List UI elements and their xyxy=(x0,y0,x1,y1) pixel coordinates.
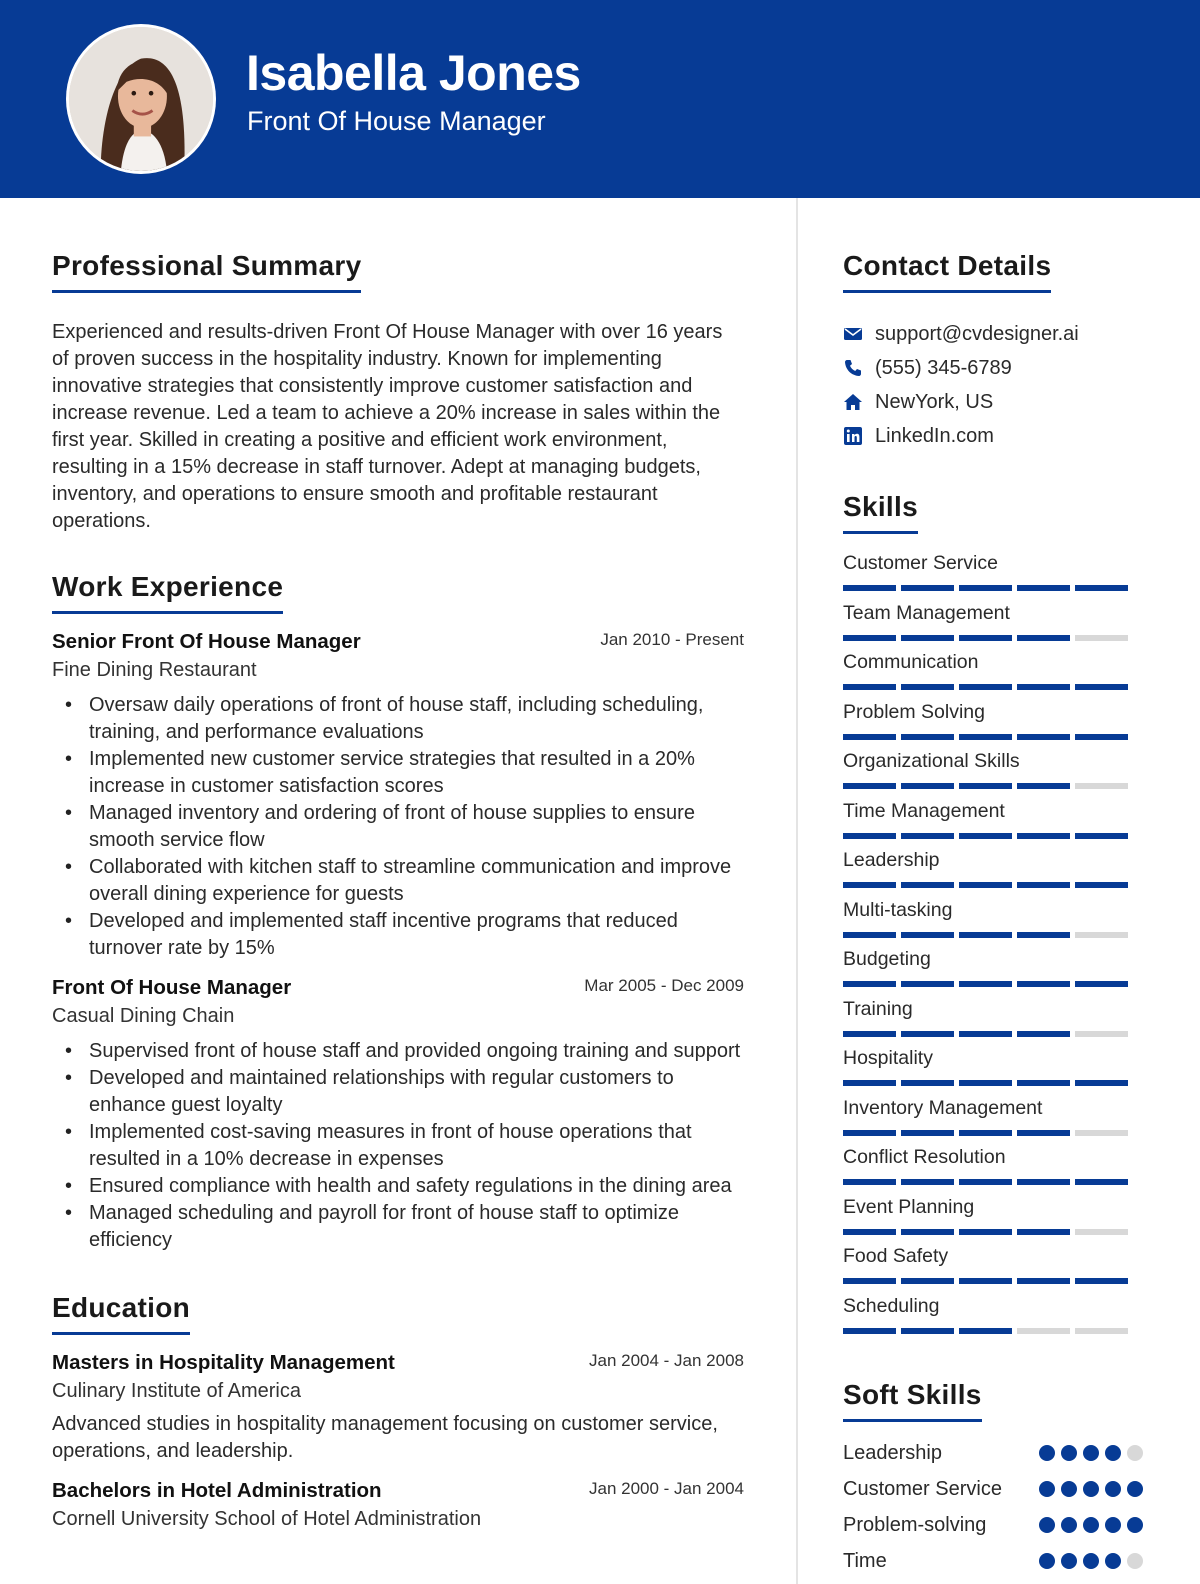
experience-heading: Work Experience xyxy=(52,571,283,614)
rating-segment-filled xyxy=(1017,684,1070,690)
job-title: Front Of House Manager xyxy=(52,976,292,999)
skill-item xyxy=(843,1146,1143,1196)
rating-segment-filled xyxy=(901,635,954,641)
rating-segment-filled xyxy=(843,1278,896,1284)
skill-name: Training xyxy=(843,997,913,1020)
contact-item xyxy=(843,385,1143,419)
skill-item xyxy=(843,602,1143,652)
rating-dot-filled xyxy=(1083,1445,1099,1461)
phone-icon xyxy=(843,358,875,378)
skill-name: Team Management xyxy=(843,601,1010,624)
resume-header xyxy=(0,0,1200,198)
rating-segment-filled xyxy=(1017,1130,1070,1136)
summary-heading: Professional Summary xyxy=(52,250,361,293)
soft-skills-heading: Soft Skills xyxy=(843,1379,982,1422)
job-bullet: • Managed inventory and ordering of front of house supplies to ensure smooth service flow xyxy=(52,800,744,854)
rating-segment-filled xyxy=(901,932,954,938)
skill-rating-bar xyxy=(843,882,1143,888)
job-bullet: • Implemented cost-saving measures in front of house operations that resulted in a 10% decrease in expenses xyxy=(52,1119,744,1173)
rating-segment-filled xyxy=(843,932,896,938)
rating-dot-filled xyxy=(1039,1445,1055,1461)
soft-skills-list xyxy=(843,1440,1143,1575)
skill-rating-bar xyxy=(843,1080,1143,1086)
job-company: Casual Dining Chain xyxy=(52,1005,235,1027)
job-header xyxy=(52,630,744,656)
profile-photo xyxy=(69,27,213,171)
skill-item xyxy=(843,1196,1143,1246)
rating-dot-filled xyxy=(1083,1553,1099,1569)
rating-dot-filled xyxy=(1061,1553,1077,1569)
skill-name: Customer Service xyxy=(843,552,998,574)
skill-item xyxy=(843,701,1143,751)
rating-segment-filled xyxy=(959,1130,1012,1136)
rating-segment-filled xyxy=(1017,1031,1070,1037)
degree-title: Bachelors in Hotel Administration xyxy=(52,1479,382,1502)
rating-dot-filled xyxy=(1039,1553,1055,1569)
rating-segment-filled xyxy=(901,1080,954,1086)
rating-segment-filled xyxy=(959,684,1012,690)
rating-segment-filled xyxy=(843,585,896,591)
rating-segment-filled xyxy=(1075,833,1128,839)
contact-text: NewYork, US xyxy=(875,390,994,413)
rating-segment-filled xyxy=(959,1179,1012,1185)
rating-dot-empty xyxy=(1127,1553,1143,1569)
skill-rating-bar xyxy=(843,981,1143,987)
avatar xyxy=(66,24,216,174)
job-bullet: • Managed scheduling and payroll for front of house staff to optimize efficiency xyxy=(52,1200,744,1254)
rating-segment-filled xyxy=(843,1031,896,1037)
job-bullets xyxy=(52,692,744,962)
rating-segment-filled xyxy=(1017,1229,1070,1235)
rating-segment-filled xyxy=(1017,932,1070,938)
candidate-name: Isabella Jones xyxy=(246,45,581,101)
rating-dot-filled xyxy=(1061,1445,1077,1461)
rating-dot-filled xyxy=(1039,1517,1055,1533)
rating-segment-filled xyxy=(959,1328,1012,1334)
rating-segment-filled xyxy=(843,1179,896,1185)
rating-segment-filled xyxy=(1017,882,1070,888)
rating-segment-filled xyxy=(1075,981,1128,987)
rating-dot-filled xyxy=(1039,1481,1055,1497)
education-dates: Jan 2004 - Jan 2008 xyxy=(588,1351,744,1370)
soft-skill-item xyxy=(843,1476,1143,1503)
job-bullet: • Ensured compliance with health and safety regulations in the dining area xyxy=(52,1173,744,1200)
rating-segment-filled xyxy=(1017,585,1070,591)
skills-list xyxy=(843,552,1143,1344)
rating-segment-filled xyxy=(1017,1278,1070,1284)
skill-name: Inventory Management xyxy=(843,1096,1043,1119)
skill-name: Multi-tasking xyxy=(843,898,953,921)
envelope-icon xyxy=(843,324,875,344)
rating-segment-empty xyxy=(1075,783,1128,789)
contact-list xyxy=(843,317,1143,453)
rating-segment-filled xyxy=(959,981,1012,987)
soft-skill-name: Problem-solving xyxy=(843,1514,987,1536)
rating-segment-filled xyxy=(843,734,896,740)
rating-dot-filled xyxy=(1083,1517,1099,1533)
skills-heading: Skills xyxy=(843,491,918,534)
job-header xyxy=(52,976,744,1002)
rating-segment-filled xyxy=(959,1229,1012,1235)
skill-rating-bar xyxy=(843,734,1143,740)
job-bullet: • Oversaw daily operations of front of house staff, including scheduling, training, and performance evaluations xyxy=(52,692,744,746)
rating-segment-empty xyxy=(1075,1031,1128,1037)
job-company: Fine Dining Restaurant xyxy=(52,659,257,681)
job-dates: Mar 2005 - Dec 2009 xyxy=(584,976,744,995)
contact-text: support@cvdesigner.ai xyxy=(875,322,1079,345)
rating-segment-empty xyxy=(1075,1328,1128,1334)
rating-segment-filled xyxy=(1017,833,1070,839)
rating-dot-filled xyxy=(1105,1445,1121,1461)
skill-name: Organizational Skills xyxy=(843,750,1020,772)
rating-segment-empty xyxy=(1017,1328,1070,1334)
skill-rating-bar xyxy=(843,932,1143,938)
rating-segment-filled xyxy=(843,1229,896,1235)
rating-segment-empty xyxy=(1075,1130,1128,1136)
rating-dot-filled xyxy=(1105,1553,1121,1569)
rating-segment-filled xyxy=(959,734,1012,740)
skill-rating-bar xyxy=(843,1229,1143,1235)
skill-name: Food Safety xyxy=(843,1245,949,1267)
job-title: Senior Front Of House Manager xyxy=(52,630,361,653)
rating-segment-filled xyxy=(843,635,896,641)
education-entry xyxy=(52,1351,744,1465)
rating-segment-filled xyxy=(959,1031,1012,1037)
soft-skill-item xyxy=(843,1512,1143,1539)
rating-segment-filled xyxy=(901,734,954,740)
skill-item xyxy=(843,899,1143,949)
contact-item xyxy=(843,317,1143,351)
rating-segment-empty xyxy=(1075,635,1128,641)
contact-heading: Contact Details xyxy=(843,250,1051,293)
rating-segment-empty xyxy=(1075,932,1128,938)
skill-rating-bar xyxy=(843,1130,1143,1136)
education-header xyxy=(52,1351,744,1377)
skill-rating-bar xyxy=(843,684,1143,690)
skill-name: Problem Solving xyxy=(843,700,985,723)
rating-segment-filled xyxy=(959,635,1012,641)
job-bullets xyxy=(52,1038,744,1254)
skill-item xyxy=(843,1047,1143,1097)
rating-dot-filled xyxy=(1061,1517,1077,1533)
skill-rating-bar xyxy=(843,585,1143,591)
rating-segment-filled xyxy=(843,1328,896,1334)
skill-item xyxy=(843,948,1143,998)
rating-segment-filled xyxy=(1017,1080,1070,1086)
rating-segment-filled xyxy=(843,783,896,789)
rating-segment-filled xyxy=(959,783,1012,789)
contact-item xyxy=(843,419,1143,453)
contact-item xyxy=(843,351,1143,385)
rating-segment-filled xyxy=(959,1278,1012,1284)
rating-segment-filled xyxy=(1017,783,1070,789)
rating-segment-filled xyxy=(1017,635,1070,641)
soft-skill-rating xyxy=(1039,1481,1143,1503)
job-dates: Jan 2010 - Present xyxy=(600,630,744,649)
skill-item xyxy=(843,1295,1143,1345)
soft-skill-name: Customer Service xyxy=(843,1478,1002,1500)
rating-segment-filled xyxy=(901,833,954,839)
education-list xyxy=(52,1351,744,1531)
rating-segment-filled xyxy=(1075,882,1128,888)
school-name: Culinary Institute of America xyxy=(52,1380,301,1402)
education-entry xyxy=(52,1479,744,1531)
rating-segment-filled xyxy=(843,833,896,839)
skill-name: Time Management xyxy=(843,799,1005,822)
rating-segment-filled xyxy=(1075,1179,1128,1185)
rating-dot-filled xyxy=(1105,1481,1121,1497)
education-header xyxy=(52,1479,744,1505)
skill-item xyxy=(843,849,1143,899)
job-entry xyxy=(52,976,744,1254)
skill-name: Hospitality xyxy=(843,1047,933,1069)
degree-title: Masters in Hospitality Management xyxy=(52,1351,395,1374)
job-bullet: • Collaborated with kitchen staff to streamline communication and improve overall dining experience for guests xyxy=(52,854,744,908)
rating-segment-filled xyxy=(901,1179,954,1185)
soft-skill-item xyxy=(843,1440,1143,1467)
rating-segment-filled xyxy=(901,1229,954,1235)
rating-segment-filled xyxy=(901,882,954,888)
home-icon xyxy=(843,392,875,412)
school-name: Cornell University School of Hotel Administration xyxy=(52,1508,482,1530)
education-dates: Jan 2000 - Jan 2004 xyxy=(588,1479,744,1498)
rating-segment-filled xyxy=(1017,1179,1070,1185)
rating-segment-filled xyxy=(1075,585,1128,591)
soft-skill-rating xyxy=(1039,1553,1143,1575)
skill-rating-bar xyxy=(843,1179,1143,1185)
profile-photo-icon xyxy=(69,27,213,171)
skill-item xyxy=(843,750,1143,800)
sidebar-column xyxy=(843,250,1143,1584)
rating-segment-filled xyxy=(959,1080,1012,1086)
rating-segment-filled xyxy=(901,783,954,789)
skill-item xyxy=(843,800,1143,850)
rating-segment-filled xyxy=(843,981,896,987)
rating-segment-filled xyxy=(1075,1278,1128,1284)
rating-segment-filled xyxy=(843,684,896,690)
skill-item xyxy=(843,1245,1143,1295)
skill-item xyxy=(843,651,1143,701)
rating-dot-empty xyxy=(1127,1445,1143,1461)
rating-segment-filled xyxy=(1017,981,1070,987)
soft-skill-name: Leadership xyxy=(843,1442,942,1464)
rating-segment-filled xyxy=(901,684,954,690)
education-description: Advanced studies in hospitality management focusing on customer service, operations, and leadership. xyxy=(52,1413,718,1462)
rating-segment-filled xyxy=(843,1130,896,1136)
job-bullet: • Supervised front of house staff and provided ongoing training and support xyxy=(52,1038,744,1065)
rating-segment-filled xyxy=(901,585,954,591)
rating-dot-filled xyxy=(1127,1481,1143,1497)
job-bullet: • Developed and maintained relationships with regular customers to enhance guest loyalty xyxy=(52,1065,744,1119)
skill-name: Event Planning xyxy=(843,1195,975,1218)
skill-rating-bar xyxy=(843,1031,1143,1037)
soft-skill-name: Time xyxy=(843,1550,887,1572)
job-bullet: • Developed and implemented staff incentive programs that reduced turnover rate by 15% xyxy=(52,908,744,962)
skill-item xyxy=(843,1097,1143,1147)
skill-rating-bar xyxy=(843,1278,1143,1284)
rating-dot-filled xyxy=(1127,1517,1143,1533)
skill-rating-bar xyxy=(843,1328,1143,1334)
job-bullet: • Implemented new customer service strategies that resulted in a 20% increase in customer satisfaction scores xyxy=(52,746,744,800)
rating-segment-filled xyxy=(959,585,1012,591)
soft-skill-rating xyxy=(1039,1445,1143,1467)
skill-rating-bar xyxy=(843,783,1143,789)
rating-dot-filled xyxy=(1061,1481,1077,1497)
rating-segment-filled xyxy=(1017,734,1070,740)
skill-rating-bar xyxy=(843,833,1143,839)
education-heading: Education xyxy=(52,1292,190,1335)
rating-segment-filled xyxy=(901,1278,954,1284)
skill-name: Communication xyxy=(843,651,979,673)
skill-name: Budgeting xyxy=(843,948,931,970)
rating-segment-empty xyxy=(1075,1229,1128,1235)
column-divider xyxy=(796,198,798,1584)
skill-item xyxy=(843,998,1143,1048)
skill-item xyxy=(843,552,1143,602)
skill-name: Scheduling xyxy=(843,1294,940,1317)
linkedin-icon xyxy=(843,426,875,446)
skill-rating-bar xyxy=(843,635,1143,641)
rating-segment-filled xyxy=(901,1130,954,1136)
contact-text: LinkedIn.com xyxy=(875,424,994,447)
contact-text: (555) 345-6789 xyxy=(875,356,1012,379)
rating-segment-filled xyxy=(1075,734,1128,740)
rating-segment-filled xyxy=(959,932,1012,938)
summary-text: Experienced and results-driven Front Of House Manager with over 16 years of proven success in the hospitality industry. Known for implementing innovative strategies that consistently improve customer satisfaction and increase revenue. Led a team to achieve a 20% increase in sales within the first year. Skilled in creating a positive and efficient work environment, resulting in a 15% decrease in staff turnover. Adept at managing budgets, inventory, and operations to ensure smooth and profitable restaurant operations. xyxy=(52,321,723,532)
rating-segment-filled xyxy=(901,1031,954,1037)
rating-segment-filled xyxy=(959,882,1012,888)
rating-dot-filled xyxy=(1105,1517,1121,1533)
skill-name: Conflict Resolution xyxy=(843,1146,1006,1168)
experience-list xyxy=(52,630,744,1254)
skill-name: Leadership xyxy=(843,849,940,871)
soft-skill-item xyxy=(843,1548,1143,1575)
rating-segment-filled xyxy=(1075,1080,1128,1086)
rating-segment-filled xyxy=(843,882,896,888)
rating-segment-filled xyxy=(901,1328,954,1334)
rating-segment-filled xyxy=(1075,684,1128,690)
rating-segment-filled xyxy=(843,1080,896,1086)
rating-segment-filled xyxy=(959,833,1012,839)
soft-skill-rating xyxy=(1039,1517,1143,1539)
candidate-title: Front Of House Manager xyxy=(247,106,546,136)
rating-dot-filled xyxy=(1083,1481,1099,1497)
rating-segment-filled xyxy=(901,981,954,987)
job-entry xyxy=(52,630,744,962)
main-column xyxy=(52,250,744,1531)
